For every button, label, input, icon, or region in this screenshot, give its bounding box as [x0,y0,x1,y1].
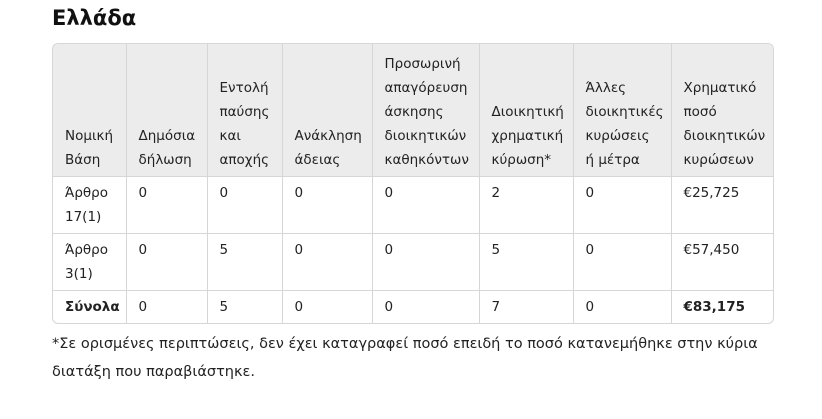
table-row [53,234,773,291]
totals-label: Σύνολα [53,291,126,324]
table-cell: 0 [126,177,207,234]
table-cell: €57,450 [671,234,773,291]
header-other-measures: Άλλες διοικητικές κυρώσεις ή μέτρα [573,44,671,177]
table-row [53,177,773,234]
table-cell: 0 [372,177,479,234]
footnote: *Σε ορισμένες περιπτώσεις, δεν έχει καταγραφεί ποσό επειδή το ποσό κατανεμήθηκε στην κύρια διατάξη που παραβιάστηκε. [52,336,758,380]
sanctions-table [53,44,773,323]
table-cell: 0 [573,234,671,291]
header-legal-basis: Νομική Βάση [53,44,126,177]
table-cell: 0 [126,234,207,291]
table-cell: Άρθρο 3(1) [53,234,126,291]
table-cell: 5 [479,234,573,291]
table-cell: 0 [207,177,282,234]
table-cell: 7 [479,291,573,324]
table-cell: 0 [282,177,372,234]
table-cell: 0 [573,177,671,234]
header-public-statement: Δημόσια δήλωση [126,44,207,177]
header-temporary-ban: Προσωρινή απαγόρευση άσκησης διοικητικών καθηκόντων [372,44,479,177]
table-cell: 0 [282,234,372,291]
table-cell: 5 [207,291,282,324]
totals-amount: €83,175 [683,299,745,315]
table-cell: 5 [207,234,282,291]
table-cell: 2 [479,177,573,234]
section-title: Ελλάδα [52,6,137,30]
table-cell: Άρθρο 17(1) [53,177,126,234]
header-license-revocation: Ανάκληση άδειας [282,44,372,177]
header-fine-amount: Χρηματικό ποσό διοικητικών κυρώσεων [671,44,773,177]
table-cell: 0 [372,291,479,324]
table-cell: 0 [573,291,671,324]
sanctions-table-container [52,43,774,324]
totals-row [53,291,773,324]
table-cell: 0 [372,234,479,291]
table-cell: €25,725 [671,177,773,234]
header-cease-desist-order: Εντολή παύσης και αποχής [207,44,282,177]
table-cell: 0 [126,291,207,324]
header-admin-fine: Διοικητική χρηματική κύρωση* [479,44,573,177]
table-cell: 0 [282,291,372,324]
header-row [53,44,773,177]
